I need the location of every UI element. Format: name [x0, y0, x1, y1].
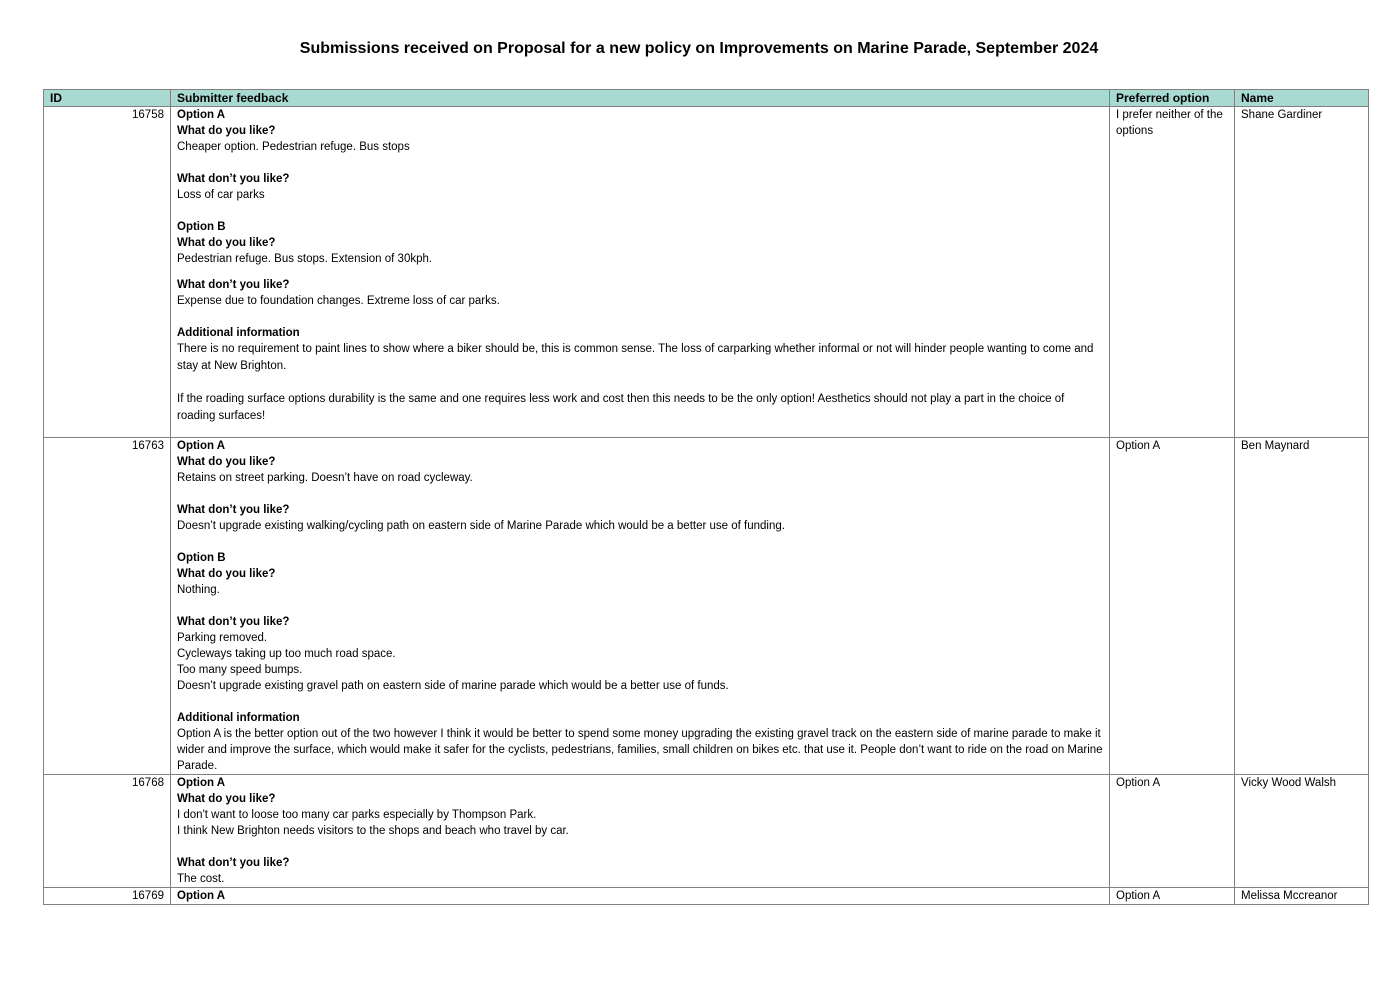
option-heading: Option B — [177, 552, 226, 564]
question-label: What do you like? — [177, 568, 276, 580]
answer-text: The cost. — [177, 873, 225, 885]
submission-id: 16758 — [44, 107, 171, 438]
answer-text: Loss of car parks — [177, 189, 265, 201]
answer-line: Parking removed. — [177, 632, 268, 644]
option-heading: Option A — [177, 890, 226, 902]
answer-line: Doesn’t upgrade existing gravel path on eastern side of marine parade which would be a better use of funds. — [177, 680, 729, 692]
question-label: What do you like? — [177, 456, 276, 468]
question-label: What do you like? — [177, 793, 276, 805]
submission-id: 16769 — [44, 888, 171, 905]
submitter-name: Melissa Mccreanor — [1235, 888, 1369, 905]
answer-text: Retains on street parking. Doesn’t have on road cycleway. — [177, 472, 473, 484]
table-row — [44, 438, 1369, 775]
question-label: What do you like? — [177, 237, 276, 249]
submitter-feedback — [171, 438, 1110, 775]
submitter-name: Ben Maynard — [1235, 438, 1369, 775]
option-heading: Option A — [177, 109, 226, 121]
question-label: What don’t you like? — [177, 857, 290, 869]
submitter-name: Vicky Wood Walsh — [1235, 775, 1369, 888]
question-label: What don’t you like? — [177, 173, 290, 185]
answer-text: Expense due to foundation changes. Extreme loss of car parks. — [177, 295, 500, 307]
option-heading: Option B — [177, 221, 226, 233]
answer-text: Cheaper option. Pedestrian refuge. Bus stops — [177, 141, 410, 153]
answer-text: Doesn’t upgrade existing walking/cycling path on eastern side of Marine Parade which would be a better use of funding. — [177, 520, 785, 532]
table-row — [44, 775, 1369, 888]
question-label: Additional information — [177, 712, 300, 724]
table-row — [44, 107, 1369, 438]
submitter-feedback — [171, 775, 1110, 888]
preferred-option: Option A — [1110, 438, 1235, 775]
question-label: What don’t you like? — [177, 504, 290, 516]
answer-text: If the roading surface options durability is the same and one requires less work and cost then this needs to be the only option! Aesthetics should not play a part in the choice of roading surfaces! — [177, 393, 1065, 422]
submitter-feedback — [171, 107, 1110, 438]
question-label: What don’t you like? — [177, 616, 290, 628]
table-row — [44, 888, 1369, 905]
page-title: Submissions received on Proposal for a new policy on Improvements on Marine Parade, September 2024 — [299, 40, 1099, 57]
answer-line: I think New Brighton needs visitors to the shops and beach who travel by car. — [177, 825, 569, 837]
submitter-name: Shane Gardiner — [1235, 107, 1369, 438]
answer-text: Nothing. — [177, 584, 220, 596]
submissions-table — [43, 89, 1369, 905]
question-label: Additional information — [177, 327, 300, 339]
question-label: What don’t you like? — [177, 279, 290, 291]
option-heading: Option A — [177, 777, 226, 789]
column-header-name: Name — [1235, 90, 1369, 107]
table-header-row — [44, 90, 1369, 107]
preferred-option: Option A — [1110, 775, 1235, 888]
submission-id: 16763 — [44, 438, 171, 775]
option-heading: Option A — [177, 440, 226, 452]
answer-text: There is no requirement to paint lines to show where a biker should be, this is common sense. The loss of carparking whether informal or not will hinder people wanting to come and stay at New Brighton. — [177, 343, 1094, 372]
preferred-option: Option A — [1110, 888, 1235, 905]
answer-line: Too many speed bumps. — [177, 664, 303, 676]
submitter-feedback — [171, 888, 1110, 905]
answer-line: Cycleways taking up too much road space. — [177, 648, 396, 660]
question-label: What do you like? — [177, 125, 276, 137]
column-header-preferred-option: Preferred option — [1110, 90, 1235, 107]
submission-id: 16768 — [44, 775, 171, 888]
answer-line: I don't want to loose too many car parks especially by Thompson Park. — [177, 809, 537, 821]
answer-text: Option A is the better option out of the two however I think it would be better to spend some money upgrading the existing gravel track on the eastern side of marine parade to make it wider and improve the surface, which would make it safer for the cyclists, pedestrians, families, small children on bikes etc. that use it. People don’t want to ride on the road on Marine Parade. — [177, 728, 1103, 772]
answer-text: Pedestrian refuge. Bus stops. Extension of 30kph. — [177, 253, 433, 265]
column-header-id: ID — [44, 90, 171, 107]
preferred-option: I prefer neither of the options — [1110, 107, 1235, 438]
column-header-feedback: Submitter feedback — [171, 90, 1110, 107]
